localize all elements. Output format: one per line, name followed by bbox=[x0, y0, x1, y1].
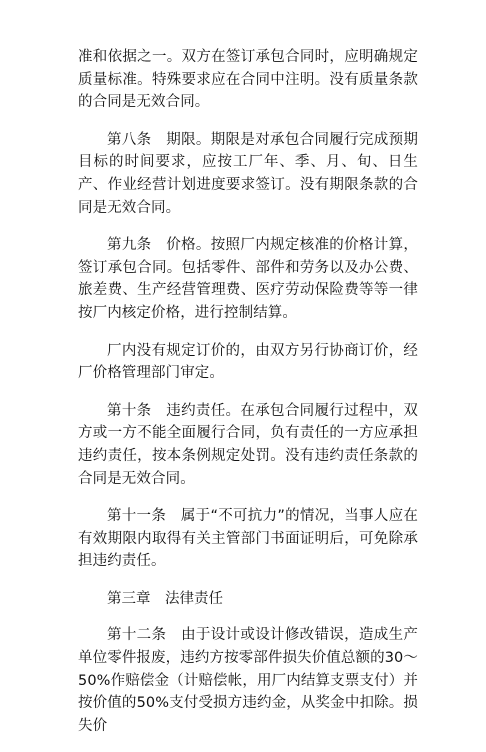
paragraph-article-10-liability: 第十条 违约责任。在承包合同履行过程中，双方或一方不能全面履行合同，负有责任的一方应承担违约责任，按本条例规定处罚。没有违约责任条款的合同是无效合同。 bbox=[78, 402, 418, 487]
paragraph-article-8-term: 第八条 期限。期限是对承包合同履行完成预期目标的时间要求，应按工厂年、季、月、旬、日生产、作业经营计划进度要求签订。没有期限条款的合同是无效合同。 bbox=[78, 131, 418, 216]
paragraph-price-negotiation: 厂内没有规定订价的，由双方另行协商订价，经厂价格管理部门审定。 bbox=[78, 342, 418, 382]
paragraph-article-11-force-majeure: 第十一条 属于“不可抗力”的情况，当事人应在有效期限内取得有关主管部门书面证明后，可免除承担违约责任。 bbox=[78, 508, 418, 570]
chapter-heading: 第三章 法律责任 bbox=[107, 590, 223, 607]
paragraph-quality-clause: 准和依据之一。双方在签订承包合同时，应明确规定质量标准。特殊要求应在合同中注明。没有质量条款的合同是无效合同。 bbox=[78, 49, 418, 111]
paragraph-article-9-price: 第九条 价格。按照厂内规定核准的价格计算，签订承包合同。包括零件、部件和劳务以及办公费、旅差费、生产经营管理费、医疗劳动保险费等等一律按厂内核定价格，进行控制结算。 bbox=[78, 237, 418, 321]
paragraph-article-12-design-error: 第十二条 由于设计或设计修改错误，造成生产单位零件报废，违约方按零部件损失价值总额的30～50%作赔偿金（计赔偿帐，用厂内结算支票支付）并按价值的50%支付受损方违约金，从奖金中扣除。损失价 bbox=[78, 627, 418, 734]
document-body bbox=[78, 46, 418, 752]
